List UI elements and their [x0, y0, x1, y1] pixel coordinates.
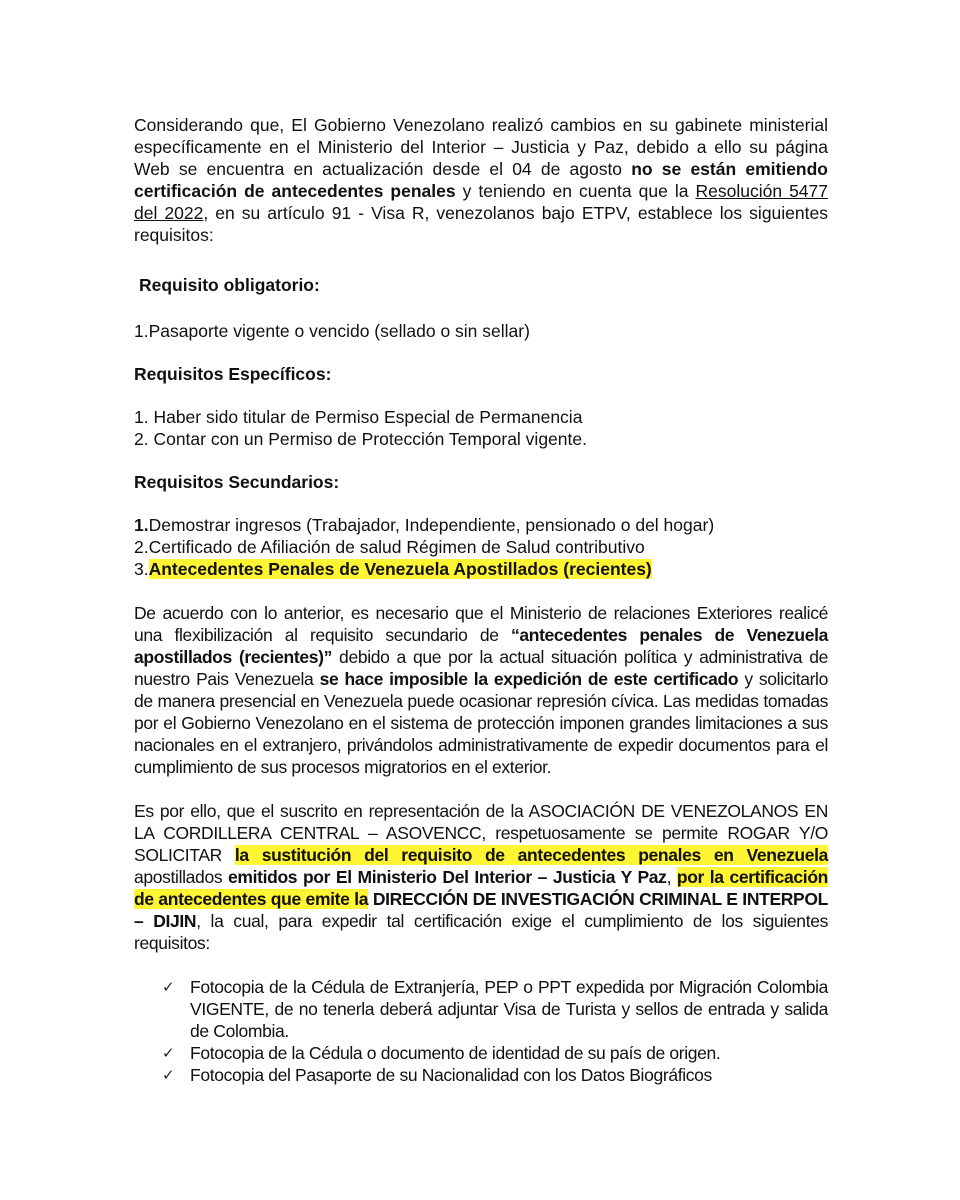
intro-bold: no se están emitiendo certificación de antecedentes penales — [134, 159, 828, 201]
checklist-item — [162, 976, 828, 1042]
heading-obligatorio: Requisito obligatorio: — [139, 275, 320, 295]
checklist-item — [162, 1042, 828, 1064]
checklist-text: Fotocopia de la Cédula de Extranjería, PEP o PPT expedida por Migración Colombia VIGENTE, de no tenerla deberá adjuntar Visa de Turista y sellos de entrada y salida de Colombia. — [190, 977, 828, 1041]
secundarios-item-2: 2.Certificado de Afiliación de salud Régimen de Salud contributivo — [134, 537, 645, 557]
checkmark-icon: ✓ — [162, 978, 175, 996]
document-body — [134, 114, 828, 1086]
para-text: Es por ello, que el suscrito en representación de la ASOCIACIÓN DE VENEZOLANOS EN LA CORDILLERA CENTRAL – ASOVENCC, respetuosamente se permite ROGAR Y/O SOLICITAR — [134, 801, 828, 865]
para-bold: “antecedentes penales de Venezuela apostillados (recientes)” — [134, 625, 829, 667]
item-number: 3. — [134, 559, 149, 579]
obligatorio-item: 1.Pasaporte vigente o vencido (sellado o sin sellar) — [134, 321, 530, 341]
checklist-text: Fotocopia del Pasaporte de su Nacionalidad con los Datos Biográficos — [190, 1065, 712, 1085]
para-text: De acuerdo con lo anterior, es necesario que el Ministerio de relaciones Exteriores realicé una flexibilización al requisito secundario de — [134, 603, 828, 645]
secundarios-item-1 — [134, 514, 828, 536]
para-text: y solicitarlo de manera presencial en Venezuela puede ocasionar represión cívica. Las medidas tomadas por el Gobierno Venezolano en el sistema de protección imponen grandes limitaciones a sus nacionales en el extranjero, privándolos administrativamente de expedir documentos para el cumplimiento de sus procesos migratorios en el exterior. — [134, 669, 828, 777]
intro-text: Considerando que, El Gobierno Venezolano realizó cambios en su gabinete ministerial específicamente en el Ministerio del Interior – Justicia y Paz, debido a ello su página Web se encuentra en actualización desde el 04 de agosto — [134, 115, 828, 179]
checklist-item — [162, 1064, 828, 1086]
checklist-text: Fotocopia de la Cédula o documento de identidad de su país de origen. — [190, 1043, 721, 1063]
intro-text-3: , en su artículo 91 - Visa R, venezolanos bajo ETPV, establece los siguientes requisitos: — [134, 203, 828, 245]
especificos-item: 2. Contar con un Permiso de Protección Temporal vigente. — [134, 429, 587, 449]
checkmark-icon: ✓ — [162, 1066, 175, 1084]
intro-text-2: y teniendo en cuenta que la — [455, 181, 696, 201]
secundarios-item-3 — [134, 558, 828, 580]
para-bold: emitidos por El Ministerio Del Interior – Justicia Y Paz — [228, 867, 667, 887]
highlighted-text: por la certificación de antecedentes que emite la — [134, 867, 829, 909]
para-text: , la cual, para expedir tal certificación exige el cumplimiento de los siguientes requisitos: — [134, 911, 828, 953]
item-number: 1. — [134, 515, 149, 535]
intro-paragraph — [134, 114, 828, 246]
para-text: apostillados — [134, 867, 229, 887]
requirements-checklist — [162, 976, 828, 1086]
para-bold: se hace imposible la expedición de este certificado — [319, 669, 739, 689]
request-paragraph — [134, 800, 828, 954]
para-bold: DIRECCIÓN DE INVESTIGACIÓN CRIMINAL E INTERPOL – DIJIN — [134, 889, 828, 931]
para-text: debido a que por la actual situación política y administrativa de nuestro Pais Venezuela — [134, 647, 828, 689]
checkmark-icon: ✓ — [162, 1044, 175, 1062]
para-text: , — [666, 867, 677, 887]
resolucion-link[interactable]: Resolución 5477 del 2022 — [134, 181, 828, 223]
item-text: Demostrar ingresos (Trabajador, Independiente, pensionado o del hogar) — [148, 515, 715, 535]
highlighted-requirement: Antecedentes Penales de Venezuela Apostillados (recientes) — [148, 559, 652, 579]
especificos-item: 1. Haber sido titular de Permiso Especial de Permanencia — [134, 407, 583, 427]
highlighted-text: la sustitución del requisito de antecedentes penales en Venezuela — [234, 845, 828, 865]
heading-especificos: Requisitos Específicos: — [134, 364, 332, 384]
justification-paragraph — [134, 602, 828, 778]
heading-secundarios: Requisitos Secundarios: — [134, 472, 340, 492]
